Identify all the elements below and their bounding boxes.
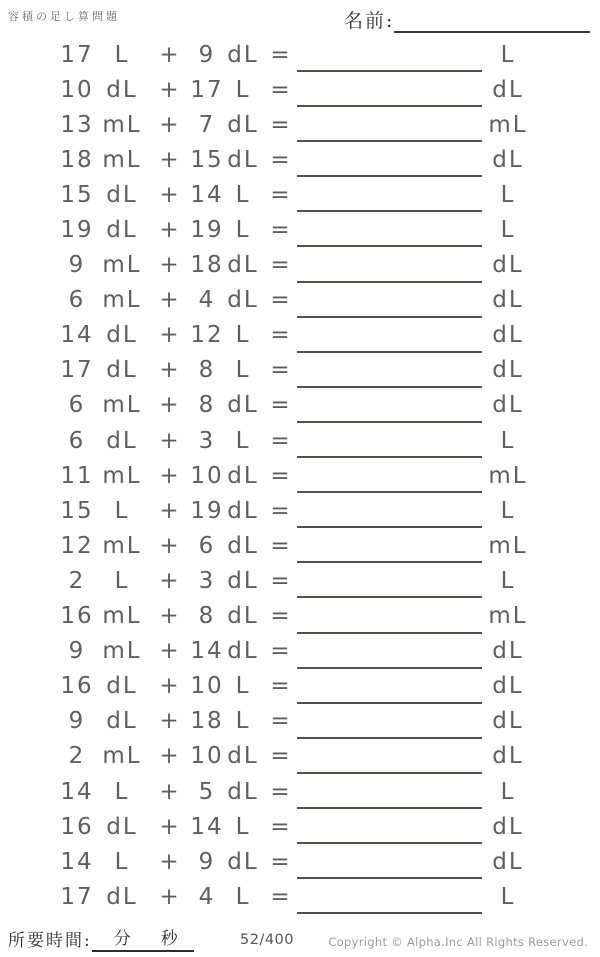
unit-2-label: dL (227, 743, 259, 770)
unit-1-label: L (114, 497, 130, 524)
operand-1: 6 (68, 287, 86, 314)
operand-2: 18 (190, 708, 224, 735)
plus-operator: + (159, 217, 181, 244)
operand-1: 9 (68, 638, 86, 665)
answer-unit-label: L (500, 883, 516, 910)
problem-row (0, 37, 600, 72)
equals-sign: = (270, 462, 292, 489)
equals-sign: = (270, 146, 292, 173)
plus-operator: + (159, 392, 181, 419)
equals-sign: = (270, 392, 292, 419)
problem-row (0, 634, 600, 669)
operand-2: 3 (198, 427, 216, 454)
answer-unit-label: L (500, 427, 516, 454)
problem-row (0, 774, 600, 809)
unit-1-label: mL (102, 462, 142, 489)
problem-row (0, 107, 600, 142)
unit-1-label: dL (106, 357, 138, 384)
operand-1: 14 (60, 848, 94, 875)
footer (0, 928, 600, 954)
operand-2: 10 (190, 743, 224, 770)
unit-1-label: mL (102, 146, 142, 173)
problem-row (0, 388, 600, 423)
problem-row (0, 599, 600, 634)
name-input-line[interactable] (394, 7, 590, 33)
unit-1-label: mL (102, 743, 142, 770)
operand-1: 11 (60, 462, 94, 489)
operand-2: 8 (198, 357, 216, 384)
answer-unit-label: dL (492, 287, 524, 314)
unit-2-label: dL (227, 848, 259, 875)
unit-1-label: L (114, 848, 130, 875)
operand-2: 17 (190, 76, 224, 103)
operand-1: 13 (60, 111, 94, 138)
problem-row (0, 528, 600, 563)
problem-row (0, 458, 600, 493)
unit-2-label: dL (227, 41, 259, 68)
name-field (344, 7, 590, 33)
equals-sign: = (270, 497, 292, 524)
answer-unit-label: dL (492, 357, 524, 384)
operand-1: 10 (60, 76, 94, 103)
plus-operator: + (159, 322, 181, 349)
answer-unit-label: L (500, 217, 516, 244)
equals-sign: = (270, 813, 292, 840)
problem-row (0, 563, 600, 598)
operand-1: 6 (68, 392, 86, 419)
answer-unit-label: L (500, 567, 516, 594)
equals-sign: = (270, 287, 292, 314)
unit-2-label: dL (227, 287, 259, 314)
equals-sign: = (270, 743, 292, 770)
operand-2: 14 (190, 181, 224, 208)
problem-row (0, 493, 600, 528)
operand-2: 3 (198, 567, 216, 594)
answer-unit-label: dL (492, 392, 524, 419)
unit-2-label: dL (227, 638, 259, 665)
plus-operator: + (159, 357, 181, 384)
unit-2-label: L (235, 322, 251, 349)
problem-row (0, 353, 600, 388)
operand-2: 19 (190, 217, 224, 244)
operand-2: 15 (190, 146, 224, 173)
answer-unit-label: dL (492, 848, 524, 875)
problem-row (0, 844, 600, 879)
plus-operator: + (159, 497, 181, 524)
plus-operator: + (159, 462, 181, 489)
operand-2: 4 (198, 883, 216, 910)
operand-2: 6 (198, 532, 216, 559)
page-number: 52/400 (240, 932, 295, 948)
equals-sign: = (270, 76, 292, 103)
answer-line[interactable] (297, 912, 482, 914)
operand-2: 10 (190, 462, 224, 489)
problem-row (0, 879, 600, 914)
problem-row (0, 142, 600, 177)
equals-sign: = (270, 708, 292, 735)
answer-unit-label: mL (488, 111, 528, 138)
plus-operator: + (159, 252, 181, 279)
copyright-text: Copyright © Alpha.Inc All Rights Reserved. (328, 935, 588, 949)
plus-operator: + (159, 848, 181, 875)
operand-1: 12 (60, 532, 94, 559)
unit-1-label: L (114, 778, 130, 805)
answer-unit-label: mL (488, 532, 528, 559)
unit-1-label: dL (106, 708, 138, 735)
unit-2-label: dL (227, 111, 259, 138)
unit-2-label: L (235, 181, 251, 208)
operand-1: 17 (60, 883, 94, 910)
plus-operator: + (159, 603, 181, 630)
unit-1-label: mL (102, 111, 142, 138)
answer-unit-label: dL (492, 743, 524, 770)
operand-1: 14 (60, 778, 94, 805)
unit-1-label: dL (106, 76, 138, 103)
operand-1: 6 (68, 427, 86, 454)
plus-operator: + (159, 146, 181, 173)
seconds-label: 秒 (160, 929, 178, 949)
unit-2-label: L (235, 76, 251, 103)
unit-1-label: dL (106, 883, 138, 910)
operand-2: 7 (198, 111, 216, 138)
operand-2: 8 (198, 603, 216, 630)
answer-unit-label: dL (492, 673, 524, 700)
equals-sign: = (270, 322, 292, 349)
operand-2: 9 (198, 41, 216, 68)
equals-sign: = (270, 673, 292, 700)
operand-1: 16 (60, 813, 94, 840)
unit-2-label: L (235, 708, 251, 735)
answer-unit-label: dL (492, 322, 524, 349)
answer-unit-label: mL (488, 603, 528, 630)
unit-1-label: mL (102, 532, 142, 559)
unit-2-label: L (235, 673, 251, 700)
plus-operator: + (159, 567, 181, 594)
equals-sign: = (270, 427, 292, 454)
plus-operator: + (159, 427, 181, 454)
problem-list (0, 37, 600, 914)
unit-2-label: dL (227, 778, 259, 805)
plus-operator: + (159, 778, 181, 805)
answer-unit-label: L (500, 497, 516, 524)
unit-2-label: dL (227, 497, 259, 524)
unit-1-label: mL (102, 392, 142, 419)
equals-sign: = (270, 883, 292, 910)
plus-operator: + (159, 638, 181, 665)
plus-operator: + (159, 673, 181, 700)
minutes-label: 分 (113, 929, 131, 949)
answer-unit-label: dL (492, 146, 524, 173)
equals-sign: = (270, 357, 292, 384)
operand-2: 14 (190, 638, 224, 665)
unit-2-label: dL (227, 146, 259, 173)
answer-unit-label: L (500, 778, 516, 805)
plus-operator: + (159, 743, 181, 770)
answer-unit-label: dL (492, 638, 524, 665)
operand-1: 9 (68, 708, 86, 735)
equals-sign: = (270, 181, 292, 208)
equals-sign: = (270, 638, 292, 665)
plus-operator: + (159, 111, 181, 138)
operand-1: 9 (68, 252, 86, 279)
operand-1: 17 (60, 357, 94, 384)
time-label: 所要時間: (8, 931, 92, 951)
operand-1: 16 (60, 603, 94, 630)
operand-2: 14 (190, 813, 224, 840)
equals-sign: = (270, 41, 292, 68)
problem-row (0, 704, 600, 739)
problem-row (0, 809, 600, 844)
answer-unit-label: dL (492, 76, 524, 103)
problem-row (0, 739, 600, 774)
unit-2-label: L (235, 813, 251, 840)
plus-operator: + (159, 532, 181, 559)
name-label: 名前: (344, 10, 395, 32)
answer-unit-label: mL (488, 462, 528, 489)
problem-row (0, 177, 600, 212)
equals-sign: = (270, 778, 292, 805)
unit-2-label: dL (227, 252, 259, 279)
equals-sign: = (270, 111, 292, 138)
unit-2-label: dL (227, 462, 259, 489)
problem-row (0, 318, 600, 353)
unit-1-label: dL (106, 427, 138, 454)
operand-1: 15 (60, 497, 94, 524)
operand-2: 10 (190, 673, 224, 700)
unit-2-label: L (235, 883, 251, 910)
unit-1-label: dL (106, 217, 138, 244)
equals-sign: = (270, 567, 292, 594)
problem-row (0, 72, 600, 107)
operand-1: 2 (68, 567, 86, 594)
unit-1-label: dL (106, 813, 138, 840)
plus-operator: + (159, 708, 181, 735)
unit-2-label: dL (227, 392, 259, 419)
operand-2: 5 (198, 778, 216, 805)
problem-row (0, 423, 600, 458)
problem-row (0, 669, 600, 704)
operand-1: 18 (60, 146, 94, 173)
time-field (8, 928, 194, 952)
problem-row (0, 248, 600, 283)
equals-sign: = (270, 217, 292, 244)
plus-operator: + (159, 813, 181, 840)
plus-operator: + (159, 287, 181, 314)
time-input-line[interactable] (92, 928, 194, 952)
unit-1-label: mL (102, 252, 142, 279)
answer-unit-label: dL (492, 813, 524, 840)
plus-operator: + (159, 883, 181, 910)
unit-1-label: mL (102, 638, 142, 665)
operand-1: 16 (60, 673, 94, 700)
operand-2: 8 (198, 392, 216, 419)
unit-1-label: L (114, 567, 130, 594)
unit-2-label: L (235, 357, 251, 384)
unit-2-label: dL (227, 603, 259, 630)
operand-1: 17 (60, 41, 94, 68)
answer-unit-label: dL (492, 708, 524, 735)
unit-2-label: dL (227, 532, 259, 559)
unit-2-label: dL (227, 567, 259, 594)
operand-2: 4 (198, 287, 216, 314)
operand-2: 19 (190, 497, 224, 524)
unit-1-label: mL (102, 287, 142, 314)
problem-row (0, 212, 600, 247)
operand-2: 12 (190, 322, 224, 349)
unit-1-label: mL (102, 603, 142, 630)
unit-2-label: L (235, 217, 251, 244)
equals-sign: = (270, 252, 292, 279)
answer-unit-label: dL (492, 252, 524, 279)
unit-1-label: L (114, 41, 130, 68)
unit-1-label: dL (106, 673, 138, 700)
operand-1: 19 (60, 217, 94, 244)
answer-unit-label: L (500, 181, 516, 208)
operand-1: 2 (68, 743, 86, 770)
plus-operator: + (159, 76, 181, 103)
answer-unit-label: L (500, 41, 516, 68)
operand-1: 15 (60, 181, 94, 208)
problem-row (0, 283, 600, 318)
unit-1-label: dL (106, 322, 138, 349)
worksheet-title: 容積の足し算問題 (8, 10, 120, 23)
operand-1: 14 (60, 322, 94, 349)
operand-2: 9 (198, 848, 216, 875)
equals-sign: = (270, 603, 292, 630)
unit-2-label: L (235, 427, 251, 454)
plus-operator: + (159, 181, 181, 208)
unit-1-label: dL (106, 181, 138, 208)
operand-2: 18 (190, 252, 224, 279)
equals-sign: = (270, 848, 292, 875)
plus-operator: + (159, 41, 181, 68)
equals-sign: = (270, 532, 292, 559)
